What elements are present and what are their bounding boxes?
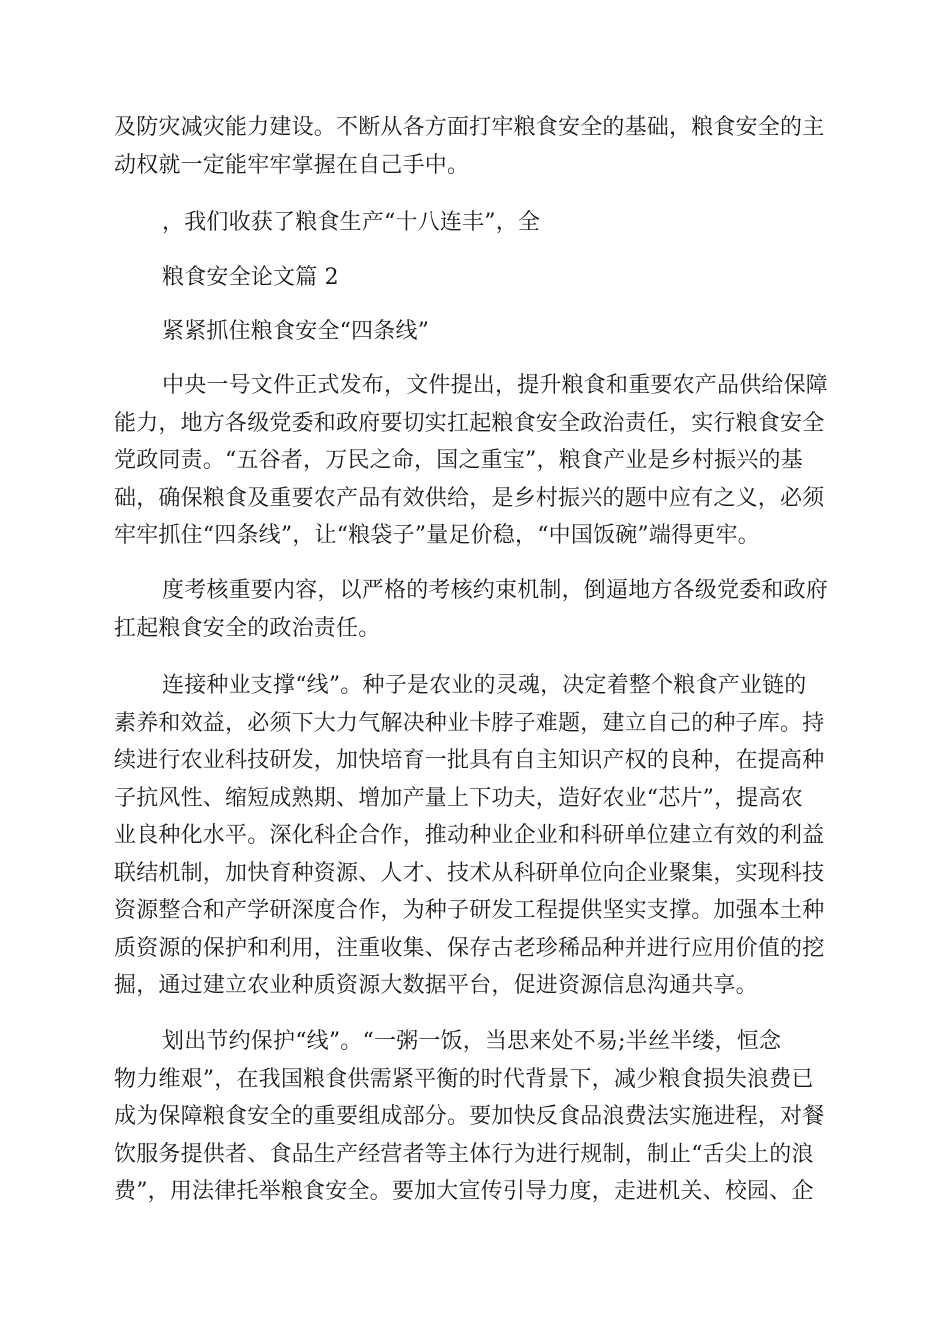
text-line: 素养和效益，必须下大力气解决种业卡脖子难题，建立自己的种子库。持 xyxy=(114,710,825,736)
article-title xyxy=(114,313,834,351)
text-line: 物力维艰”，在我国粮食供需紧平衡的时代背景下，减少粮食损失浪费已 xyxy=(114,1066,814,1092)
text-line: 连接种业支撑“线”。种子是农业的灵魂，决定着整个粮食产业链的 xyxy=(162,673,807,698)
text-line: 费”，用法律托举粮食安全。要加大宣传引导力度，走进机关、校园、企 xyxy=(114,1179,814,1204)
text-line: 业良种化水平。深化科企合作，推动种业企业和科研单位建立有效的利益 xyxy=(114,823,825,848)
text-line: 质资源的保护和利用，注重收集、保存古老珍稀品种并进行应用价值的挖 xyxy=(114,935,825,961)
text-line: 联结机制，加快育种资源、人才、技术从科研单位向企业聚集，实现科技 xyxy=(114,860,825,886)
text-line: 牢牢抓住“四条线”，让“粮袋子”量足价稳，“中国饭碗”端得更牢。 xyxy=(114,523,760,548)
text-line: 掘，通过建立农业种质资源大数据平台，促进资源信息沟通共享。 xyxy=(114,973,758,998)
text-line: 及防灾减灾能力建设。不断从各方面打牢粮食安全的基础，粮食安全的主 xyxy=(114,115,825,140)
text-line: 扛起粮食安全的政治责任。 xyxy=(114,615,381,641)
text-line: 子抗风性、缩短成熟期、增加产量上下功夫，造好农业“芯片”，提高农 xyxy=(114,785,803,811)
paragraph-body xyxy=(114,572,834,647)
text-line: 划出节约保护“线”。“一粥一饭，当思来处不易;半丝半缕，恒念 xyxy=(162,1029,782,1054)
paragraph-continuation xyxy=(114,109,834,184)
text-line: 能力，地方各级党委和政府要切实扛起粮食安全政治责任，实行粮食安全 xyxy=(114,410,825,436)
section-heading xyxy=(114,259,834,297)
text-line: 中央一号文件正式发布，文件提出，提升粮食和重要农产品供给保障 xyxy=(162,373,829,398)
text-line: 续进行农业科技研发，加快培育一批具有自主知识产权的良种，在提高种 xyxy=(114,748,825,773)
text-line: 粮食安全论文篇 2 xyxy=(162,265,339,290)
text-line: 度考核重要内容，以严格的考核约束机制，倒逼地方各级党委和政府 xyxy=(162,578,829,603)
text-line: 党政同责。“五谷者，万民之命，国之重宝”，粮食产业是乡村振兴的基 xyxy=(114,448,803,473)
text-line: 动权就一定能牢牢掌握在自己手中。 xyxy=(114,152,470,178)
text-line: ，我们收获了粮食生产“十八连丰”，全 xyxy=(162,210,541,235)
paragraph-body xyxy=(114,667,834,1005)
paragraph-body xyxy=(114,1023,834,1211)
text-line: 饮服务提供者、食品生产经营者等主体行为进行规制，制止“舌尖上的浪 xyxy=(114,1141,814,1167)
text-line: 成为保障粮食安全的重要组成部分。要加快反食品浪费法实施进程，对餐 xyxy=(114,1104,825,1129)
paragraph-fragment xyxy=(114,204,834,242)
text-line: 资源整合和产学研深度合作，为种子研发工程提供坚实支撑。加强本土种 xyxy=(114,898,825,923)
paragraph-body xyxy=(114,367,834,555)
text-line: 紧紧抓住粮食安全“四条线” xyxy=(162,319,430,344)
text-line: 础，确保粮食及重要农产品有效供给，是乡村振兴的题中应有之义，必须 xyxy=(114,485,825,511)
